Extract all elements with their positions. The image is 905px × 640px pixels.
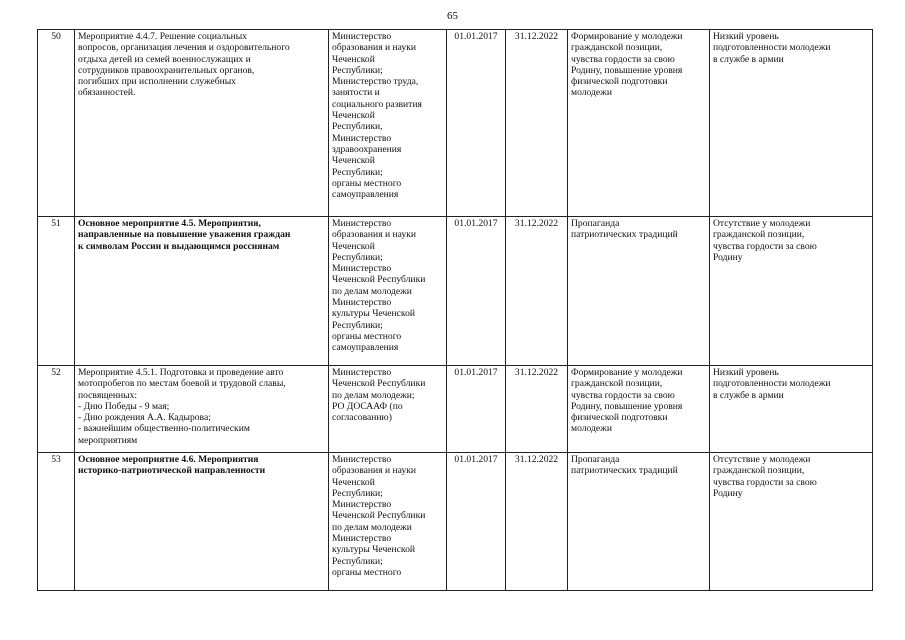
text-line: чувства гордости за свою [713, 476, 817, 488]
text-line: культуры Чеченской [332, 544, 416, 556]
text-line: Чеченской [332, 476, 375, 488]
text-line: Пропаганда [571, 454, 620, 465]
text-line: Родину [713, 487, 743, 499]
row-number: 50 [38, 30, 75, 217]
text-line: Чеченской [332, 53, 375, 65]
text-line: Пропаганда [571, 218, 620, 229]
text-line: Мероприятие 4.5.1. Подготовка и проведение авто [78, 367, 284, 378]
text-line: патриотических традиций [571, 229, 678, 241]
text-line: отдыха детей из семей военнослужащих и [78, 53, 251, 65]
text-line: мотопробегов по местам боевой и трудовой славы, [78, 378, 286, 390]
text-line: по делам молодежи [332, 285, 412, 297]
text-line: Министерство [332, 263, 392, 275]
text-line: Республики, [332, 121, 383, 133]
text-line: Формирование у молодежи [571, 31, 683, 42]
text-line: гражданской позиции, [713, 229, 805, 241]
text-line: Отсутствие у молодежи [713, 454, 811, 465]
text-line: чувства гордости за свою [571, 389, 675, 401]
text-line: Чеченской Республики [332, 510, 426, 522]
text-line: Мероприятие 4.4.7. Решение социальных [78, 31, 247, 42]
text-line: самоуправления [332, 342, 399, 354]
text-line: культуры Чеченской [332, 308, 416, 320]
executors [329, 366, 447, 453]
text-line: по делам молодежи [332, 521, 412, 533]
text-line: РО ДОСААФ (по [332, 400, 403, 412]
text-line: Республики; [332, 64, 383, 76]
text-line: мероприятиям [78, 434, 138, 446]
text-line: органы местного [332, 566, 402, 578]
text-line: к символам России и выдающимся россиянам [78, 240, 280, 252]
program-table [37, 29, 873, 591]
text-line: гражданской позиции, [571, 42, 663, 54]
expected-result [568, 366, 710, 453]
non-implementation-consequence [710, 217, 873, 366]
table-row [38, 366, 873, 453]
text-line: согласованию) [332, 412, 392, 424]
text-line: чувства гордости за свою [713, 240, 817, 252]
expected-result [568, 217, 710, 366]
row-number: 53 [38, 453, 75, 591]
text-line: органы местного [332, 330, 402, 342]
executors [329, 30, 447, 217]
text-line: посвященных: [78, 389, 138, 401]
text-line: Чеченской [332, 240, 375, 252]
start-date: 01.01.2017 [447, 30, 506, 217]
text-line: - важнейшим общественно-политическим [78, 423, 250, 435]
text-line: образования и науки [332, 465, 417, 477]
executors [329, 453, 447, 591]
text-line: в службе в армии [713, 389, 784, 401]
start-date: 01.01.2017 [447, 366, 506, 453]
table-row [38, 453, 873, 591]
text-line: гражданской позиции, [571, 378, 663, 390]
text-line: обязанностей. [78, 87, 136, 99]
text-line: образования и науки [332, 42, 417, 54]
text-line: Родину, повышение уровня [571, 400, 683, 412]
text-line: историко-патриотической направленности [78, 465, 266, 477]
text-line: Республики; [332, 319, 383, 331]
text-line: Республики; [332, 166, 383, 178]
text-line: погибших при исполнении служебных [78, 76, 236, 88]
text-line: Отсутствие у молодежи [713, 218, 811, 229]
activity-title [75, 217, 329, 366]
text-line: Чеченской Республики [332, 378, 426, 390]
text-line: Министерство [332, 533, 392, 545]
non-implementation-consequence [710, 30, 873, 217]
text-line: Основное мероприятие 4.5. Мероприятия, [78, 218, 261, 229]
text-line: - Дню рождения А.А. Кадырова; [78, 412, 211, 424]
text-line: сотрудников правоохранительных органов, [78, 64, 255, 76]
text-line: Республики; [332, 487, 383, 499]
text-line: подготовленности молодежи [713, 42, 831, 54]
text-line: Низкий уровень [713, 31, 779, 42]
text-line: Родину, повышение уровня [571, 64, 683, 76]
text-line: молодежи [571, 87, 612, 99]
text-line: Министерство труда, [332, 76, 419, 88]
text-line: Низкий уровень [713, 367, 779, 378]
text-line: органы местного [332, 177, 402, 189]
row-number: 52 [38, 366, 75, 453]
text-line: Чеченской Республики [332, 274, 426, 286]
text-line: Министерство [332, 499, 392, 511]
text-line: физической подготовки [571, 412, 668, 424]
text-line: вопросов, организация лечения и оздоровительного [78, 42, 290, 54]
text-line: социального развития [332, 98, 422, 110]
text-line: физической подготовки [571, 76, 668, 88]
start-date: 01.01.2017 [447, 217, 506, 366]
text-line: Формирование у молодежи [571, 367, 683, 378]
text-line: Родину [713, 251, 743, 263]
text-line: - Дню Победы - 9 мая; [78, 400, 170, 412]
activity-title [75, 366, 329, 453]
end-date: 31.12.2022 [506, 217, 568, 366]
text-line: Министерство [332, 367, 392, 378]
table-row [38, 217, 873, 366]
page-number: 65 [447, 10, 458, 22]
text-line: образования и науки [332, 229, 417, 241]
text-line: Министерство [332, 31, 392, 42]
text-line: Министерство [332, 218, 392, 229]
text-line: Республики; [332, 251, 383, 263]
end-date: 31.12.2022 [506, 366, 568, 453]
text-line: по делам молодежи; [332, 389, 415, 401]
text-line: направленные на повышение уважения граждан [78, 229, 291, 241]
text-line: здравоохранения [332, 143, 402, 155]
expected-result [568, 453, 710, 591]
end-date: 31.12.2022 [506, 30, 568, 217]
activity-title [75, 30, 329, 217]
text-line: молодежи [571, 423, 612, 435]
text-line: Министерство [332, 454, 392, 465]
text-line: чувства гордости за свою [571, 53, 675, 65]
end-date: 31.12.2022 [506, 453, 568, 591]
text-line: занятости и [332, 87, 380, 99]
text-line: гражданской позиции, [713, 465, 805, 477]
text-line: Основное мероприятие 4.6. Мероприятия [78, 454, 259, 465]
text-line: Чеченской [332, 155, 375, 167]
row-number: 51 [38, 217, 75, 366]
text-line: патриотических традиций [571, 465, 678, 477]
text-line: Министерство [332, 297, 392, 309]
text-line: Республики; [332, 555, 383, 567]
table-row [38, 30, 873, 217]
text-line: Чеченской [332, 110, 375, 122]
text-line: в службе в армии [713, 53, 784, 65]
start-date: 01.01.2017 [447, 453, 506, 591]
activity-title [75, 453, 329, 591]
executors [329, 217, 447, 366]
text-line: Министерство [332, 132, 392, 144]
non-implementation-consequence [710, 453, 873, 591]
expected-result [568, 30, 710, 217]
text-line: самоуправления [332, 189, 399, 201]
text-line: подготовленности молодежи [713, 378, 831, 390]
non-implementation-consequence [710, 366, 873, 453]
